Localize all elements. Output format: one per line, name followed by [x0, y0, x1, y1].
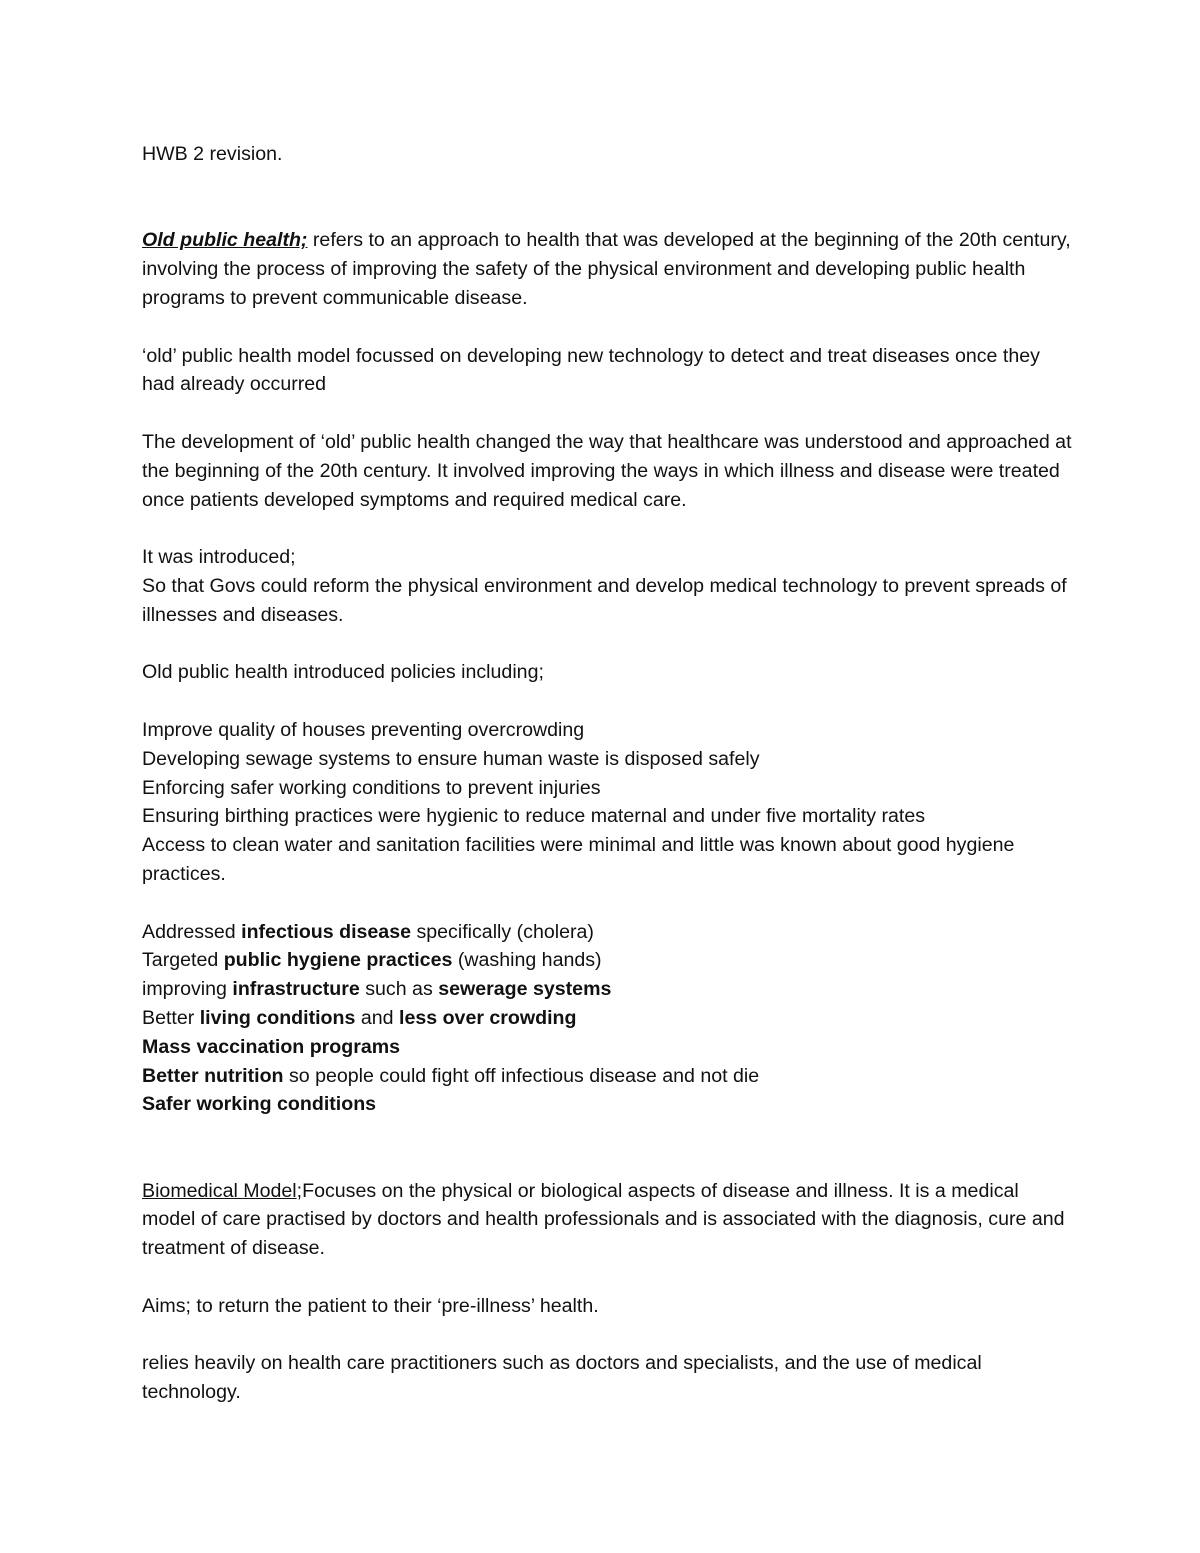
biomedical-definition: ;Focuses on the physical or biological aspects of disease and illness. It is a medical model of care practised by doctors and health professionals and is associated with the diagnosis, cure and treatment of disease. — [142, 1179, 1065, 1260]
development-paragraph: The development of ‘old’ public health changed the way that healthcare was understood and approached at the beginning of the 20th century. It involved improving the ways in which illness and disease were treated once patients developed symptoms and required medical care. — [142, 430, 1072, 511]
biomedical-paragraph — [142, 1177, 1072, 1263]
relies-paragraph: relies heavily on health care practitioners such as doctors and specialists, and the use of medical technology. — [142, 1352, 982, 1404]
text-run: (washing hands) — [452, 949, 602, 972]
bold-run: Better nutrition — [142, 1064, 284, 1087]
spacer — [142, 1263, 1072, 1292]
policy-item: Ensuring birthing practices were hygienic to reduce maternal and under five mortality rates — [142, 805, 926, 828]
bold-run: sewerage systems — [438, 978, 612, 1001]
living-conditions-line — [142, 1004, 1072, 1033]
spacer — [142, 313, 1072, 342]
policies-intro: Old public health introduced policies including; — [142, 661, 544, 684]
old-public-health-definition: refers to an approach to health that was developed at the beginning of the 20th century, involving the process of improving the safety of the physical environment and developing public health programs to prevent communicable disease. — [142, 229, 1071, 309]
spacer — [142, 399, 1072, 428]
policy-item: Access to clean water and sanitation facilities were minimal and little was known about good hygiene practices. — [142, 834, 1015, 885]
bold-run: public hygiene practices — [223, 949, 453, 972]
spacer — [142, 1119, 1072, 1177]
old-model-paragraph: ‘old’ public health model focussed on developing new technology to detect and treat diseases once they had already occurred — [142, 344, 1040, 396]
text-run: Addressed — [142, 920, 242, 943]
policy-item: Enforcing safer working conditions to prevent injuries — [142, 776, 601, 799]
text-run: improving — [142, 978, 233, 1001]
document-page — [142, 140, 1072, 1407]
bold-run: less over crowding — [399, 1006, 577, 1029]
introduced-reason: So that Govs could reform the physical environment and develop medical technology to prevent spreads of illnesses and diseases. — [142, 574, 1067, 626]
old-public-health-paragraph — [142, 226, 1072, 312]
policy-item: Improve quality of houses preventing overcrowding — [142, 718, 585, 741]
text-run: Better — [142, 1006, 200, 1029]
old-public-health-term: Old public health; — [142, 229, 308, 252]
introduced-line: It was introduced; — [142, 546, 296, 569]
text-run: such as — [359, 978, 439, 1001]
bold-run: infectious disease — [241, 920, 412, 943]
text-run: Targeted — [142, 949, 224, 972]
aims-paragraph: Aims; to return the patient to their ‘pre-illness’ health. — [142, 1294, 599, 1317]
bold-run: living conditions — [199, 1006, 356, 1029]
spacer — [142, 687, 1072, 716]
spacer — [142, 1321, 1072, 1350]
targeted-line — [142, 946, 1072, 975]
vaccination-line: Mass vaccination programs — [142, 1035, 401, 1058]
addressed-line — [142, 918, 1072, 947]
working-conditions-line: Safer working conditions — [142, 1093, 377, 1116]
bold-run: infrastructure — [232, 978, 360, 1001]
text-run: and — [355, 1006, 399, 1029]
biomedical-term: Biomedical Model — [142, 1179, 297, 1202]
spacer — [142, 514, 1072, 543]
nutrition-line — [142, 1062, 1072, 1091]
text-run: specifically (cholera) — [411, 920, 594, 943]
spacer — [142, 169, 1072, 227]
spacer — [142, 630, 1072, 659]
policy-item: Developing sewage systems to ensure human waste is disposed safely — [142, 747, 760, 770]
document-title: HWB 2 revision. — [142, 143, 283, 165]
spacer — [142, 889, 1072, 918]
infrastructure-line — [142, 975, 1072, 1004]
text-run: so people could fight off infectious disease and not die — [283, 1064, 760, 1087]
